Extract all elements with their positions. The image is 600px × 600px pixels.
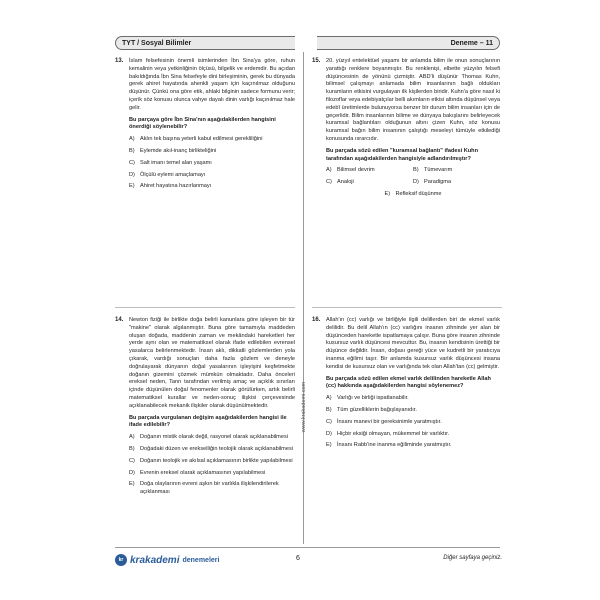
option-e[interactable]: E) Doğa olaylarının evreni aşkın bir varlıkla ilişkilendirilerek açıklanması [129, 481, 279, 496]
publisher-logo [115, 552, 219, 568]
option-e[interactable]: E) Refleksif düşünme [384, 190, 442, 197]
option-a[interactable]: A) Aklın tek başına yeterli kabul edilmesi gerekliliğini [129, 136, 263, 143]
logo-badge-icon: kr [115, 554, 127, 566]
question-stem: Bu parçada vurgulanan değişim aşağıdakilerden hangisi ile ifade edilebilir? [129, 414, 287, 429]
question-passage: Allah'ın (cc) varlığı ve birliğiyle ilgili delillerden biri de ekmel varlık delilidir. Bu delil Allah'ın (cc) varlığını insanın zihninde yer alan bir düşünceden hareketle ispatlamaya çalışır. Buna göre insanın zihninde kusursuz varlık düşüncesi mevcuttur. Bu, insanın kendisinin ürettiği bir düşünce değildir. İnsan, doğası gereği yüce ve kudretli bir yaratıcıya inanma eğilimi taşır. Bir anlamda kusursuz varlık düşüncesi insana kendisi de kusursuz olan ve varlığında tek olan Allah'tan (cc) gelmiştir. [326, 317, 500, 370]
question-stem: Bu parçada sözü edilen "kuramsal bağlantı" ifadesi Kuhn tarafından aşağıdakilerden hangisiyle adlandırılmıştır? [326, 147, 479, 162]
option-b[interactable]: B) Eylemde akıl-inanç birlikteliğini [129, 147, 217, 154]
logo-subtitle: denemeleri [182, 556, 220, 564]
question-stem: Bu parçada sözü edilen ekmel varlık delilinden hareketle Allah (cc) hakkında aşağıdakilerden hangisi söylenemez? [326, 375, 491, 390]
option-b[interactable]: B) Tüm güzelliklerin bağışlayanıdır. [326, 406, 417, 413]
option-c[interactable]: C) Salt imanı temel alan yaşamı [129, 159, 212, 166]
option-c[interactable]: C) Analoji [326, 179, 354, 186]
option-a[interactable]: A) Varlığı ve birliği ispatlanabilir. [326, 395, 409, 402]
option-d[interactable]: D) Ölçülü eylemi amaçlamayı [129, 171, 206, 178]
column-divider [303, 52, 304, 544]
question-number: 14. [115, 317, 124, 323]
question-13 [115, 58, 295, 191]
website-vertical: www.krakademi.com [301, 381, 307, 433]
question-number: 15. [312, 58, 321, 64]
option-e[interactable]: E) İnsanı Rabb'ine inanma eğiliminde yaratmıştır. [326, 442, 452, 449]
question-stem: Bu parçaya göre İbn Sina'nın aşağıdakilerden hangisini önerdiği söylenebilir? [129, 116, 276, 131]
option-b[interactable]: B) Tümevarım [413, 167, 453, 174]
option-c[interactable]: C) Doğanın teolojik ve akılsal açıklamasının birlikte yapılabilmesi [129, 457, 293, 464]
question-passage: Newton fiziği ile birlikte doğa belirli kanunlara göre işleyen bir tür "makine" olarak algılanmıştır. Buna göre tamamıyla maddeden oluşan doğada, maddenin zaman ve mekândaki hareketleri her yerde aynı olan ve matematiksel olarak ifade edilebilen evrensel yasalarca belirlenmektedir. İnsan aklı, dikkatli gözlemlerden yola çıkarak, vardığı sonuçları daha fazla gözlem ve deneyle doğrulayarak dünyanın doğal yasalarının işleyişini keşfetmekte doğanın gizemini çözmek mümkün olmaktadır. Daha önceleri ereksel neden, Tanrı tarafından verilmiş amaç ve açıklık sınırları içinde düşünülen doğal fenomenler olarak görülürken, artık belirli matematiksel kurallar ve neden-sonuç ilişkisi çerçevesinde açıklanabilecek mekanik ilişkiler olarak düşünülmektedir. [129, 317, 295, 409]
page-number: 6 [296, 555, 300, 562]
next-page-note: Diğer sayfaya geçiniz. [443, 555, 502, 561]
header-test-name: Deneme – 11 [317, 36, 500, 50]
footer-divider [115, 547, 500, 548]
option-d[interactable]: D) Evrenin ereksel olarak açıklamasının yapılabilmesi [129, 469, 266, 476]
header-subject: TYT / Sosyal Bilimler [115, 36, 295, 50]
question-14 [115, 317, 295, 497]
option-d[interactable]: D) Hiçbir eksiği olmayan, mükemmel bir varlıktır. [326, 430, 450, 437]
question-passage: 20. yüzyıl entelektüel yaşamı bir anlamda bilim ile onun sonuçlarının yarattığı renklere boyanmıştır. Bu renklenişi, elbette yüzyılın felsefi düşüncesinin de yönünü çizmiştir. ABD'li düşünür Thomas Kuhn, bilimsel çalışmayı anlamada bilim insanlarının bağlı oldukları kuramların etkisini vurgulayan ilk kişilerden biridir. Kuhn'a göre nasıl ki filozoflar veya edebiyatçılar belli akımların etkisi altında düşünsel veya edebî üretimlerde bulunuyorsa benzer bir durum bilim insanları için de geçerlidir. Bilim insanlarının bilime ve dünyaya bakışlarını belirleyecek kuramsal bağlantıları olduğunun altını çizen Kuhn, söz konusu kuramsal bağın bilim insanının çalıştığı meseleyi tümüyle etkilediği konusunda ısrarcıdır. [326, 58, 500, 142]
left-row-divider [115, 307, 295, 308]
option-a[interactable]: A) Doğanın mistik olarak değil, rasyonel olarak açıklanabilmesi [129, 434, 288, 441]
question-number: 16. [312, 317, 321, 323]
logo-brand: krakademi [130, 554, 180, 566]
question-15 [312, 58, 500, 199]
question-number: 13. [115, 58, 124, 64]
option-e[interactable]: E) Ahiret hayatına hazırlanmayı [129, 183, 212, 190]
option-d[interactable]: D) Paradigma [413, 179, 452, 186]
option-b[interactable]: B) Doğadaki düzen ve erekselliğin teolojik olarak açıklanabilmesi [129, 445, 293, 452]
question-16 [312, 317, 500, 450]
question-passage: İslam felsefesinin önemli isimlerinden İbn Sina'ya göre, ruhun kemalinin veya yetkinliğinin ölçüsü, bilgelik ve erdemdir. Bu açıdan bakıldığında İbn Sina felsefeyle dini birleşiminin, gerek bu dünyada gerek ahiret hayatında ahenkli yaşam için kaçınılmaz olduğunu düşünür. Çünkü ona göre etik, ahlaki bilginin sadece formunu verir; içerik söz konusu olunca vahye dayalı dinin varlığı kaçınılmaz hale gelir. [129, 58, 295, 111]
right-row-divider [312, 307, 502, 308]
option-a[interactable]: A) Bilimsel devrim [326, 167, 375, 174]
option-c[interactable]: C) İnsanı manevi bir gereksinimle yaratmıştır. [326, 418, 442, 425]
exam-page [100, 22, 510, 578]
